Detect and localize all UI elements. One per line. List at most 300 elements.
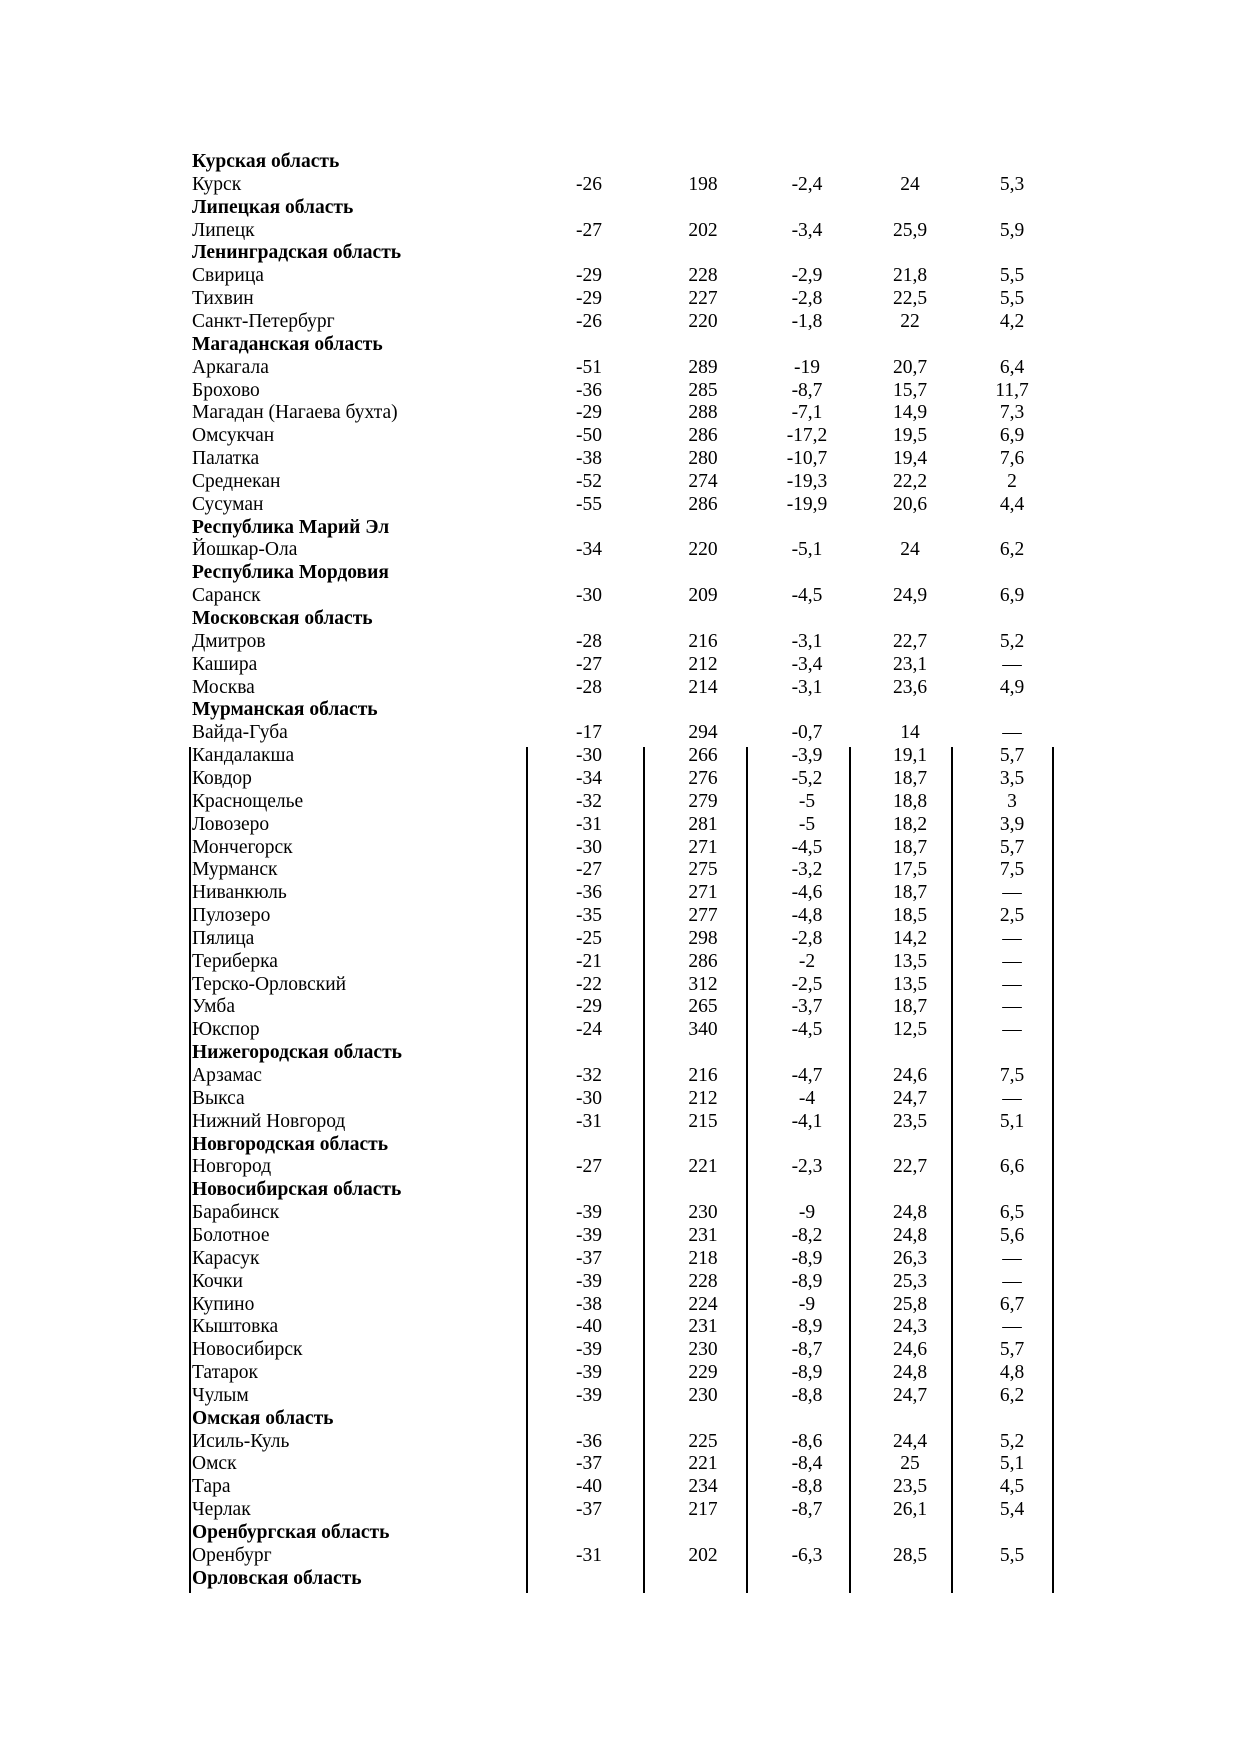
table-row: [0, 1452, 1240, 1475]
region-name: Новгородская область: [192, 1133, 388, 1155]
period-days-cell: 212: [688, 1087, 718, 1109]
wind-speed-cell: —: [1002, 927, 1022, 949]
wind-speed-cell: 5,7: [999, 1339, 1025, 1361]
wind-speed-cell: 6,6: [999, 1156, 1025, 1178]
period-days-cell: 218: [688, 1247, 718, 1269]
city-name: Черлак: [192, 1499, 251, 1521]
summer-temp-cell: 18,5: [892, 905, 928, 927]
summer-temp-cell: 18,8: [892, 790, 928, 812]
wind-speed-cell: 3: [1007, 790, 1017, 812]
summer-temp-cell: 14,9: [892, 402, 928, 424]
period-days-cell: 288: [688, 402, 718, 424]
city-name: Болотное: [192, 1224, 270, 1246]
period-days-cell: 289: [688, 356, 718, 378]
city-name: Кашира: [192, 653, 258, 675]
summer-temp-cell: 18,7: [892, 836, 928, 858]
mean-temp-cell: -8,2: [791, 1224, 823, 1246]
wind-speed-cell: 5,6: [999, 1224, 1025, 1246]
min-temp-cell: -27: [576, 219, 602, 241]
region-name: Магаданская область: [192, 333, 383, 355]
period-days-cell: 227: [688, 288, 718, 310]
summer-temp-cell: 19,5: [892, 425, 928, 447]
region-name: Орловская область: [192, 1567, 362, 1589]
period-days-cell: 198: [688, 173, 718, 195]
period-days-cell: 217: [688, 1499, 718, 1521]
table-row: [0, 447, 1240, 470]
period-days-cell: 286: [688, 950, 718, 972]
region-heading-row: [0, 196, 1240, 219]
min-temp-cell: -30: [576, 836, 602, 858]
min-temp-cell: -26: [576, 310, 602, 332]
mean-temp-cell: -10,7: [786, 448, 828, 470]
mean-temp-cell: -2,8: [791, 288, 823, 310]
mean-temp-cell: -19: [794, 356, 820, 378]
mean-temp-cell: -3,1: [791, 630, 823, 652]
city-name: Татарок: [192, 1362, 258, 1384]
wind-speed-cell: —: [1002, 1087, 1022, 1109]
mean-temp-cell: -5,2: [791, 767, 823, 789]
city-name: Ниванкюль: [192, 882, 287, 904]
min-temp-cell: -21: [576, 950, 602, 972]
table-row: [0, 538, 1240, 561]
period-days-cell: 230: [688, 1202, 718, 1224]
wind-speed-cell: —: [1002, 653, 1022, 675]
summer-temp-cell: 12,5: [892, 1019, 928, 1041]
column-border-line: [526, 747, 528, 1593]
summer-temp-cell: 24,8: [892, 1202, 928, 1224]
wind-speed-cell: 11,7: [995, 379, 1029, 401]
period-days-cell: 266: [688, 745, 718, 767]
wind-speed-cell: —: [1002, 882, 1022, 904]
wind-speed-cell: 3,9: [999, 813, 1025, 835]
summer-temp-cell: 23,6: [892, 676, 928, 698]
mean-temp-cell: -9: [798, 1293, 816, 1315]
period-days-cell: 277: [688, 905, 718, 927]
period-days-cell: 215: [688, 1110, 718, 1132]
wind-speed-cell: —: [1002, 1270, 1022, 1292]
summer-temp-cell: 13,5: [892, 950, 928, 972]
period-days-cell: 271: [688, 836, 718, 858]
min-temp-cell: -30: [576, 585, 602, 607]
summer-temp-cell: 23,5: [892, 1476, 928, 1498]
min-temp-cell: -34: [576, 539, 602, 561]
wind-speed-cell: —: [1002, 973, 1022, 995]
table-row: [0, 1110, 1240, 1133]
wind-speed-cell: —: [1002, 1247, 1022, 1269]
city-name: Териберка: [192, 950, 278, 972]
region-name: Омская область: [192, 1407, 334, 1429]
summer-temp-cell: 24,3: [892, 1316, 928, 1338]
region-heading-row: [0, 241, 1240, 264]
region-name: Новосибирская область: [192, 1179, 402, 1201]
table-row: [0, 744, 1240, 767]
wind-speed-cell: —: [1002, 722, 1022, 744]
city-name: Мончегорск: [192, 836, 293, 858]
wind-speed-cell: 7,5: [999, 859, 1025, 881]
region-heading-row: [0, 516, 1240, 539]
summer-temp-cell: 21,8: [892, 265, 928, 287]
table-row: [0, 584, 1240, 607]
summer-temp-cell: 22,5: [892, 288, 928, 310]
region-heading-row: [0, 561, 1240, 584]
city-name: Санкт-Петербург: [192, 310, 335, 332]
mean-temp-cell: -3,9: [791, 745, 823, 767]
wind-speed-cell: 6,4: [999, 356, 1025, 378]
mean-temp-cell: -5: [798, 813, 816, 835]
mean-temp-cell: -3,7: [791, 996, 823, 1018]
summer-temp-cell: 23,5: [892, 1110, 928, 1132]
wind-speed-cell: —: [1002, 1019, 1022, 1041]
table-row: [0, 470, 1240, 493]
period-days-cell: 230: [688, 1384, 718, 1406]
min-temp-cell: -37: [576, 1247, 602, 1269]
period-days-cell: 221: [688, 1156, 718, 1178]
summer-temp-cell: 24,7: [892, 1384, 928, 1406]
period-days-cell: 229: [688, 1362, 718, 1384]
column-border-line: [849, 747, 851, 1593]
summer-temp-cell: 13,5: [892, 973, 928, 995]
city-name: Омск: [192, 1453, 237, 1475]
min-temp-cell: -32: [576, 790, 602, 812]
mean-temp-cell: -2,4: [791, 173, 823, 195]
period-days-cell: 220: [688, 310, 718, 332]
city-name: Сусуман: [192, 493, 264, 515]
table-row: [0, 1247, 1240, 1270]
min-temp-cell: -36: [576, 379, 602, 401]
mean-temp-cell: -4,5: [791, 585, 823, 607]
min-temp-cell: -28: [576, 630, 602, 652]
mean-temp-cell: -8,7: [791, 1339, 823, 1361]
table-row: [0, 173, 1240, 196]
city-name: Арзамас: [192, 1065, 262, 1086]
mean-temp-cell: -2,5: [791, 973, 823, 995]
table-row: [0, 927, 1240, 950]
table-row: [0, 790, 1240, 813]
period-days-cell: 230: [688, 1339, 718, 1361]
summer-temp-cell: 24: [900, 539, 920, 561]
wind-speed-cell: 4,2: [999, 310, 1025, 332]
wind-speed-cell: 5,4: [999, 1499, 1025, 1521]
city-name: Ловозеро: [192, 813, 270, 835]
period-days-cell: 216: [688, 630, 718, 652]
mean-temp-cell: -4,6: [791, 882, 823, 904]
wind-speed-cell: 5,1: [999, 1453, 1025, 1475]
summer-temp-cell: 24,7: [892, 1087, 928, 1109]
mean-temp-cell: -5,1: [791, 539, 823, 561]
summer-temp-cell: 24: [900, 173, 920, 195]
city-name: Нижний Новгород: [192, 1110, 346, 1132]
summer-temp-cell: 22,7: [892, 630, 928, 652]
min-temp-cell: -29: [576, 402, 602, 424]
summer-temp-cell: 14,2: [892, 927, 928, 949]
min-temp-cell: -27: [576, 859, 602, 881]
mean-temp-cell: -3,1: [791, 676, 823, 698]
period-days-cell: 298: [688, 927, 718, 949]
table-row: [0, 1315, 1240, 1338]
min-temp-cell: -37: [576, 1453, 602, 1475]
region-heading-row: [0, 333, 1240, 356]
table-row: [0, 767, 1240, 790]
city-name: Юкспор: [192, 1019, 260, 1041]
min-temp-cell: -22: [576, 973, 602, 995]
mean-temp-cell: -8,8: [791, 1384, 823, 1406]
table-row: [0, 995, 1240, 1018]
wind-speed-cell: 4,4: [999, 493, 1025, 515]
period-days-cell: 286: [688, 493, 718, 515]
mean-temp-cell: -5: [798, 790, 816, 812]
min-temp-cell: -17: [576, 722, 602, 744]
min-temp-cell: -32: [576, 1065, 602, 1086]
summer-temp-cell: 18,7: [892, 767, 928, 789]
wind-speed-cell: 5,1: [999, 1110, 1025, 1132]
period-days-cell: 271: [688, 882, 718, 904]
wind-speed-cell: 5,7: [999, 836, 1025, 858]
wind-speed-cell: 2: [1007, 470, 1017, 492]
mean-temp-cell: -8,8: [791, 1476, 823, 1498]
column-border-line: [951, 747, 953, 1593]
table-row: [0, 858, 1240, 881]
city-name: Вайда-Губа: [192, 722, 288, 744]
table-row: [0, 653, 1240, 676]
mean-temp-cell: -4,5: [791, 836, 823, 858]
min-temp-cell: -39: [576, 1202, 602, 1224]
summer-temp-cell: 20,6: [892, 493, 928, 515]
region-name: Республика Марий Эл: [192, 516, 390, 538]
table-row: [0, 1475, 1240, 1498]
period-days-cell: 285: [688, 379, 718, 401]
summer-temp-cell: 24,8: [892, 1224, 928, 1246]
wind-speed-cell: 7,5: [999, 1065, 1025, 1086]
table-row: [0, 630, 1240, 653]
period-days-cell: 216: [688, 1065, 718, 1086]
region-heading-row: [0, 1407, 1240, 1430]
city-name: Среднекан: [192, 470, 281, 492]
min-temp-cell: -39: [576, 1362, 602, 1384]
wind-speed-cell: 5,2: [999, 1430, 1025, 1452]
summer-temp-cell: 25,9: [892, 219, 928, 241]
city-name: Брохово: [192, 379, 260, 401]
summer-temp-cell: 26,1: [892, 1499, 928, 1521]
city-name: Терско-Орловский: [192, 973, 347, 995]
table-row: [0, 310, 1240, 333]
wind-speed-cell: 5,9: [999, 219, 1025, 241]
period-days-cell: 275: [688, 859, 718, 881]
city-name: Умба: [192, 996, 236, 1018]
period-days-cell: 276: [688, 767, 718, 789]
table-row: [0, 1384, 1240, 1407]
city-name: Липецк: [192, 219, 255, 241]
min-temp-cell: -39: [576, 1384, 602, 1406]
wind-speed-cell: —: [1002, 950, 1022, 972]
city-name: Карасук: [192, 1247, 260, 1269]
city-name: Выкса: [192, 1087, 245, 1109]
table-row: [0, 1087, 1240, 1110]
summer-temp-cell: 18,7: [892, 882, 928, 904]
table-row: [0, 836, 1240, 859]
city-name: Палатка: [192, 448, 260, 470]
period-days-cell: 231: [688, 1224, 718, 1246]
table-row: [0, 219, 1240, 242]
mean-temp-cell: -4,7: [791, 1065, 823, 1086]
min-temp-cell: -34: [576, 767, 602, 789]
period-days-cell: 281: [688, 813, 718, 835]
min-temp-cell: -38: [576, 448, 602, 470]
mean-temp-cell: -3,4: [791, 653, 823, 675]
city-name: Новосибирск: [192, 1339, 303, 1361]
mean-temp-cell: -8,7: [791, 1499, 823, 1521]
wind-speed-cell: 4,8: [999, 1362, 1025, 1384]
table-row: [0, 264, 1240, 287]
period-days-cell: 214: [688, 676, 718, 698]
summer-temp-cell: 24,4: [892, 1430, 928, 1452]
table-row: [0, 1544, 1240, 1567]
mean-temp-cell: -8,4: [791, 1453, 823, 1475]
table-row: [0, 1064, 1240, 1087]
period-days-cell: 234: [688, 1476, 718, 1498]
city-name: Йошкар-Ола: [192, 539, 298, 561]
period-days-cell: 202: [688, 1544, 718, 1566]
city-name: Аркагала: [192, 356, 269, 378]
column-border-line: [189, 747, 191, 1593]
region-name: Республика Мордовия: [192, 562, 389, 584]
period-days-cell: 220: [688, 539, 718, 561]
min-temp-cell: -51: [576, 356, 602, 378]
wind-speed-cell: 5,2: [999, 630, 1025, 652]
table-row: [0, 1430, 1240, 1453]
city-name: Пялица: [192, 927, 255, 949]
wind-speed-cell: 5,5: [999, 265, 1025, 287]
period-days-cell: 279: [688, 790, 718, 812]
region-name: Мурманская область: [192, 699, 378, 721]
table-row: [0, 813, 1240, 836]
min-temp-cell: -39: [576, 1224, 602, 1246]
table-row: [0, 1155, 1240, 1178]
min-temp-cell: -40: [576, 1316, 602, 1338]
mean-temp-cell: -4,8: [791, 905, 823, 927]
city-name: Тихвин: [192, 288, 254, 310]
summer-temp-cell: 18,2: [892, 813, 928, 835]
table-row: [0, 1270, 1240, 1293]
wind-speed-cell: 5,5: [999, 1544, 1025, 1566]
summer-temp-cell: 26,3: [892, 1247, 928, 1269]
summer-temp-cell: 24,6: [892, 1065, 928, 1086]
min-temp-cell: -39: [576, 1270, 602, 1292]
mean-temp-cell: -4,5: [791, 1019, 823, 1041]
city-name: Магадан (Нагаева бухта): [192, 402, 398, 424]
table-row: [0, 401, 1240, 424]
summer-temp-cell: 24,6: [892, 1339, 928, 1361]
period-days-cell: 202: [688, 219, 718, 241]
min-temp-cell: -31: [576, 1110, 602, 1132]
city-name: Тара: [192, 1476, 231, 1498]
summer-temp-cell: 25: [900, 1453, 920, 1475]
min-temp-cell: -27: [576, 653, 602, 675]
mean-temp-cell: -9: [798, 1202, 816, 1224]
mean-temp-cell: -8,7: [791, 379, 823, 401]
min-temp-cell: -35: [576, 905, 602, 927]
city-name: Исиль-Куль: [192, 1430, 290, 1452]
mean-temp-cell: -8,6: [791, 1430, 823, 1452]
table-row: [0, 1201, 1240, 1224]
wind-speed-cell: 2,5: [999, 905, 1025, 927]
mean-temp-cell: -3,2: [791, 859, 823, 881]
wind-speed-cell: 5,7: [999, 745, 1025, 767]
table-row: [0, 356, 1240, 379]
region-name: Нижегородская область: [192, 1042, 402, 1064]
city-name: Оренбург: [192, 1544, 272, 1566]
region-heading-row: [0, 1133, 1240, 1156]
min-temp-cell: -37: [576, 1499, 602, 1521]
region-name: Оренбургская область: [192, 1522, 390, 1543]
table-row: [0, 676, 1240, 699]
table-row: [0, 950, 1240, 973]
summer-temp-cell: 17,5: [892, 859, 928, 881]
wind-speed-cell: 7,6: [999, 448, 1025, 470]
table-row: [0, 1293, 1240, 1316]
table-row: [0, 287, 1240, 310]
city-name: Москва: [192, 676, 255, 698]
city-name: Мурманск: [192, 859, 278, 881]
min-temp-cell: -50: [576, 425, 602, 447]
table-row: [0, 973, 1240, 996]
wind-speed-cell: 6,7: [999, 1293, 1025, 1315]
wind-speed-cell: 6,9: [999, 585, 1025, 607]
region-heading-row: [0, 1521, 1240, 1544]
min-temp-cell: -27: [576, 1156, 602, 1178]
region-heading-row: [0, 1178, 1240, 1201]
table-row: [0, 379, 1240, 402]
wind-speed-cell: —: [1002, 1316, 1022, 1338]
summer-temp-cell: 23,1: [892, 653, 928, 675]
min-temp-cell: -38: [576, 1293, 602, 1315]
min-temp-cell: -26: [576, 173, 602, 195]
period-days-cell: 221: [688, 1453, 718, 1475]
region-name: Ленинградская область: [192, 242, 402, 264]
city-name: Новгород: [192, 1156, 272, 1178]
city-name: Кандалакша: [192, 745, 295, 767]
table-row: [0, 1018, 1240, 1041]
min-temp-cell: -29: [576, 265, 602, 287]
city-name: Саранск: [192, 585, 261, 607]
region-name: Липецкая область: [192, 196, 354, 218]
table-row: [0, 1498, 1240, 1521]
wind-speed-cell: —: [1002, 996, 1022, 1018]
period-days-cell: 228: [688, 265, 718, 287]
city-name: Дмитров: [192, 630, 266, 652]
region-heading-row: [0, 607, 1240, 630]
wind-speed-cell: 4,5: [999, 1476, 1025, 1498]
summer-temp-cell: 24,9: [892, 585, 928, 607]
wind-speed-cell: 7,3: [999, 402, 1025, 424]
region-name: Московская область: [192, 608, 373, 629]
min-temp-cell: -39: [576, 1339, 602, 1361]
min-temp-cell: -30: [576, 745, 602, 767]
mean-temp-cell: -2,9: [791, 265, 823, 287]
mean-temp-cell: -19,9: [786, 493, 828, 515]
period-days-cell: 228: [688, 1270, 718, 1292]
summer-temp-cell: 25,8: [892, 1293, 928, 1315]
period-days-cell: 286: [688, 425, 718, 447]
city-name: Пулозеро: [192, 905, 271, 927]
mean-temp-cell: -8,9: [791, 1316, 823, 1338]
city-name: Кочки: [192, 1270, 243, 1292]
mean-temp-cell: -0,7: [791, 722, 823, 744]
min-temp-cell: -25: [576, 927, 602, 949]
city-name: Чулым: [192, 1384, 249, 1406]
summer-temp-cell: 25,3: [892, 1270, 928, 1292]
table-row: [0, 904, 1240, 927]
period-days-cell: 294: [688, 722, 718, 744]
